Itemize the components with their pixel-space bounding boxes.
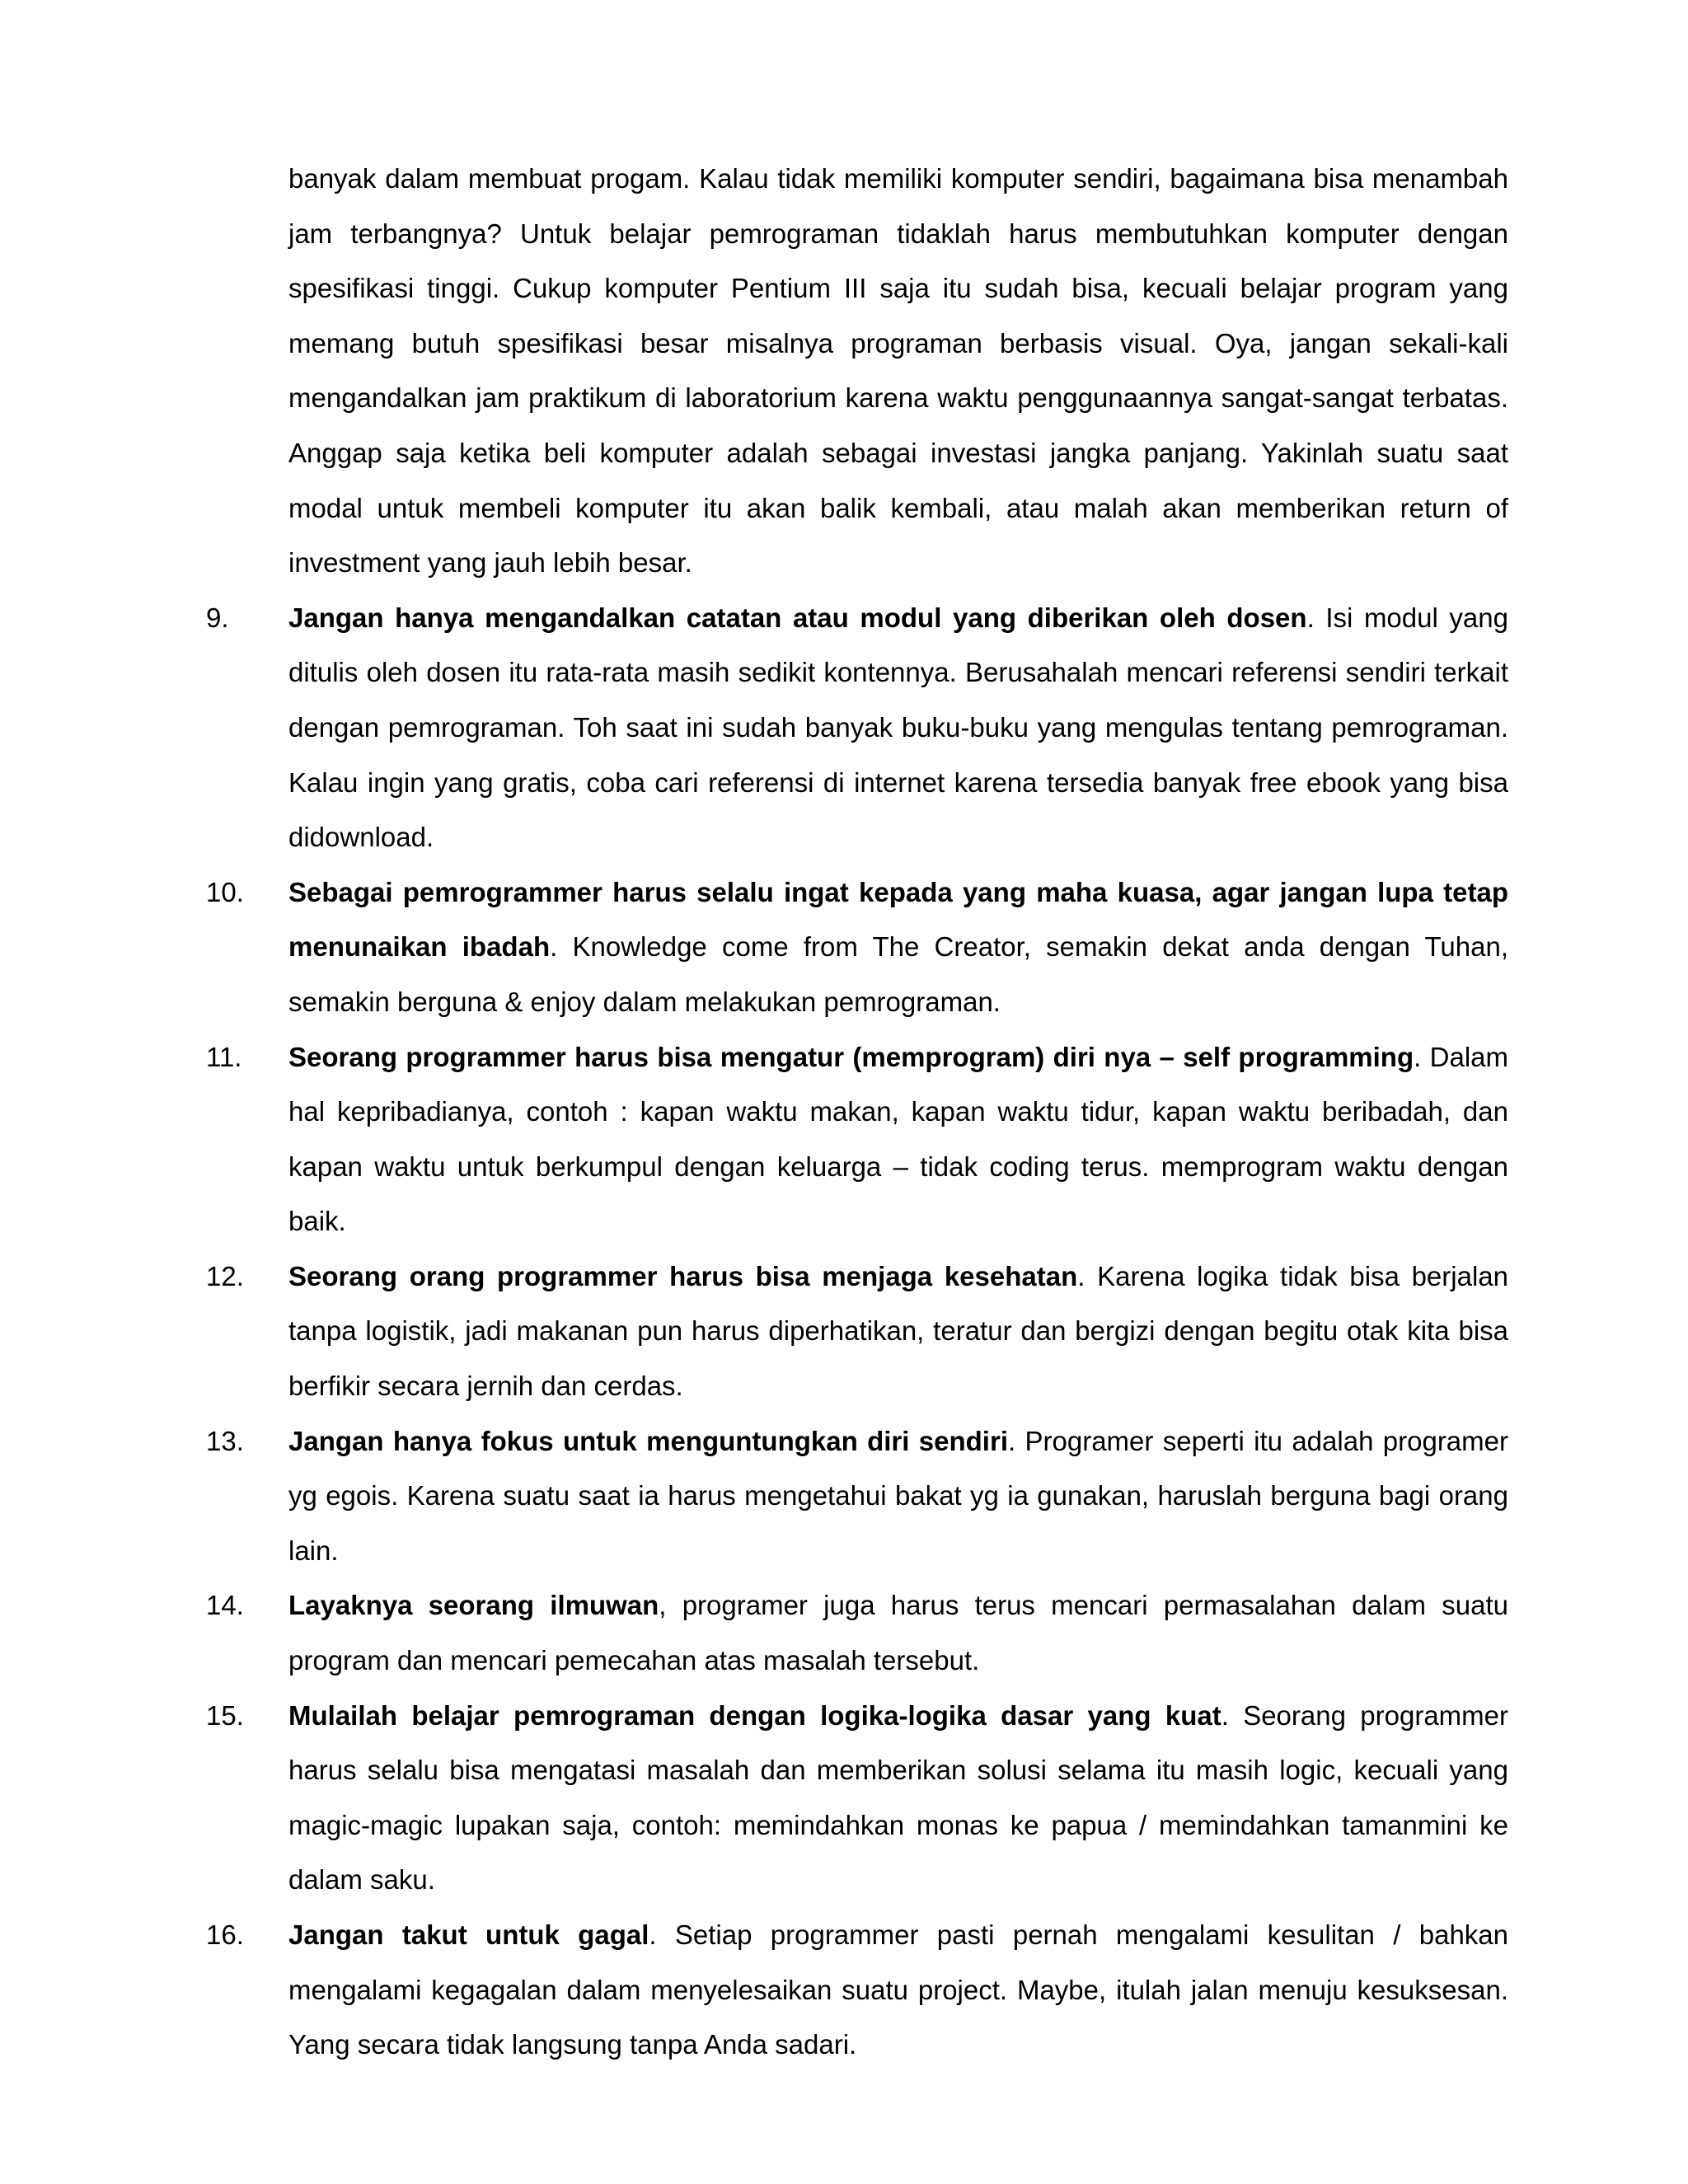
list-item-text: . Isi modul yang ditulis oleh dosen itu rata-rata masih sedikit kontennya. Berusahalah mencari referensi sendiri terkait dengan pemrograman. Toh saat ini sudah banyak buku-buku yang mengulas tentang pemrograman. Kalau ingin yang gratis, coba cari referensi di internet karena tersedia banyak free ebook yang bisa didownload.	[288, 602, 1508, 853]
list-item-15	[0, 1689, 1508, 1908]
list-item-14	[0, 1578, 1508, 1688]
list-item-13	[0, 1414, 1508, 1579]
list-item-text: . Karena logika tidak bisa berjalan tanpa logistik, jadi makanan pun harus diperhatikan, teratur dan bergizi dengan begitu otak kita bisa berfikir secara jernih dan cerdas.	[288, 1260, 1508, 1402]
list-item-heading: Seorang programmer harus bisa mengatur (memprogram) diri nya – self programming	[288, 1041, 1414, 1072]
list-item-text: . Programer seperti itu adalah programer yg egois. Karena suatu saat ia harus mengetahui bakat yg ia gunakan, haruslah berguna bagi orang lain.	[288, 1425, 1508, 1566]
list-number: 12.	[206, 1260, 244, 1291]
list-item-text: . Setiap programmer pasti pernah mengalami kesulitan / bahkan mengalami kegagalan dalam menyelesaikan suatu project. Maybe, itulah jalan menuju kesuksesan. Yang secara tidak langsung tanpa Anda sadari.	[288, 1919, 1509, 2060]
document-page	[0, 152, 1688, 2073]
list-item-text: . Seorang programmer harus selalu bisa mengatasi masalah dan memberikan solusi selama itu masih logic, kecuali yang magic-magic lupakan saja, contoh: memindahkan monas ke papua / memindahkan tamanmini ke dalam saku.	[288, 1699, 1508, 1896]
list-number: 13.	[206, 1425, 244, 1456]
list-number: 15.	[206, 1699, 244, 1731]
list-item-10	[0, 865, 1508, 1030]
list-number: 9.	[206, 602, 229, 633]
list-item-12	[0, 1249, 1508, 1414]
list-item-text: . Knowledge come from The Creator, semakin dekat anda dengan Tuhan, semakin berguna & enjoy dalam melakukan pemrograman.	[288, 931, 1508, 1017]
list-item-heading: Layaknya seorang ilmuwan	[288, 1590, 659, 1621]
list-item-16	[0, 1908, 1508, 2073]
list-item-text: , programer juga harus terus mencari permasalahan dalam suatu program dan mencari pemecahan atas masalah tersebut.	[288, 1590, 1508, 1676]
list-number: 11.	[206, 1041, 242, 1072]
list-item-heading: Jangan hanya fokus untuk menguntungkan diri sendiri	[288, 1425, 1008, 1456]
list-item-heading: Sebagai pemrogrammer harus selalu ingat kepada yang maha kuasa, agar jangan lupa tetap menunaikan ibadah	[288, 876, 1508, 963]
list-item-heading: Jangan takut untuk gagal	[288, 1919, 649, 1950]
intro-paragraph: banyak dalam membuat progam. Kalau tidak memiliki komputer sendiri, bagaimana bisa menambah jam terbangnya? Untuk belajar pemrograman tidaklah harus membutuhkan komputer dengan spesifikasi tinggi. Cukup komputer Pentium III saja itu sudah bisa, kecuali belajar program yang memang butuh spesifikasi besar misalnya programan berbasis visual. Oya, jangan sekali-kali mengandalkan jam praktikum di laboratorium karena waktu penggunaannya sangat-sangat terbatas. Anggap saja ketika beli komputer adalah sebagai investasi jangka panjang. Yakinlah suatu saat modal untuk membeli komputer itu akan balik kembali, atau malah akan memberikan return of investment yang jauh lebih besar.	[288, 163, 1508, 579]
list-number: 16.	[206, 1919, 244, 1950]
list-item-9	[0, 591, 1508, 865]
list-item-text: . Dalam hal kepribadianya, contoh : kapan waktu makan, kapan waktu tidur, kapan waktu beribadah, dan kapan waktu untuk berkumpul dengan keluarga – tidak coding terus. memprogram waktu dengan baik.	[288, 1041, 1508, 1237]
list-number: 10.	[206, 876, 244, 907]
list-item-11	[0, 1030, 1508, 1249]
list-number: 14.	[206, 1590, 244, 1621]
list-item-heading: Mulailah belajar pemrograman dengan logika-logika dasar yang kuat	[288, 1699, 1221, 1731]
list-item-heading: Jangan hanya mengandalkan catatan atau modul yang diberikan oleh dosen	[288, 602, 1307, 633]
list-item-heading: Seorang orang programmer harus bisa menjaga kesehatan	[288, 1260, 1078, 1291]
